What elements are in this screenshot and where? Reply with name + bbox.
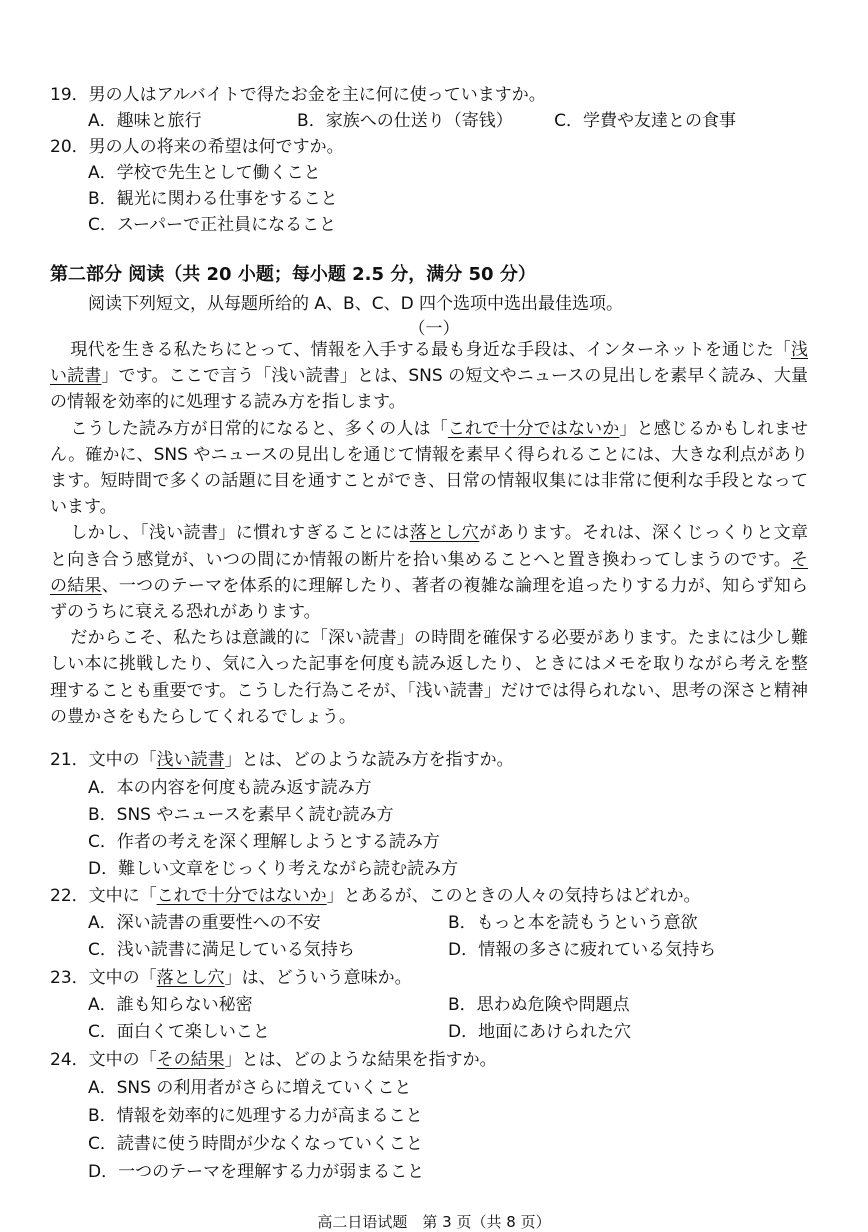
q21-option-a: A．本の内容を何度も読み返す読み方 [88,778,372,798]
q23-option-b: B．思わぬ危険や問題点 [448,995,630,1015]
p1-text-b: 」です。ここで言う「浅い読書」とは、SNS の短文やニュースの見出しを素早く読み、大量の情報を効率的に処理する読み方を指します。 [50,366,809,413]
passage-paragraph-3 [50,520,808,625]
q22-post: 」とあるが、このときの人々の気持ちはどれか。 [326,886,701,906]
p2-text-b: 」と感じるかもしれません。確かに、SNS やニュースの見出しを通じて情報を素早く得られることには、大きな利点があります。短時間で多くの話題に目を通すことができ、日常の情報収集には非常に便利な手段となっています。 [50,418,809,518]
p1-underline: 浅い読書 [50,340,808,387]
q21-option-b: B．SNS やニュースを素早く読む読み方 [88,805,394,825]
p3-underline-1: 落とし穴 [409,523,480,544]
q22-underline: これで十分ではないか [156,886,327,906]
passage-paragraph-4: だからこそ、私たちは意識的に「深い読書」の時間を確保する必要があります。たまには少し難しい本に挑戦したり、気に入った記事を何度も読み返したり、ときにはメモを取りながら考えを整理することも重要です。こうした行為こそが、「浅い読書」だけでは得られない、思考の深さと精神の豊かさをもたらしてくれるでしょう。 [50,628,808,727]
p3-text-a: しかし、「浅い読書」に慣れすぎることには [70,523,410,544]
passage-paragraph-2 [50,416,808,521]
q23-post: 」は、どういう意味か。 [224,968,412,988]
q20-option-b: B．観光に関わる仕事をすること [88,189,338,209]
q21-option-c: C．作者の考えを深く理解しようとする読み方 [88,832,440,852]
page-footer: 高二日语试题 第 3 页（共 8 页） [317,1213,551,1231]
q21-pre: 21．文中の「 [50,750,157,770]
p3-text-b: があります。それは、深くじっくりと文章と向き合う感覚が、いつの間にか情報の断片を拾い集めることへと置き換わってしまうのです。 [50,523,809,570]
passage-paragraph-1 [50,337,808,416]
q24-pre: 24．文中の「 [50,1050,157,1070]
q22-option-d: D．情報の多さに疲れている気持ち [448,940,717,960]
question-19: 19．男の人はアルバイトで得たお金を主に何に使っていますか。 [50,85,546,105]
question-23 [50,963,412,988]
q19-option-a: A．趣味と旅行 [88,111,202,131]
question-20: 20．男の人の将来の希望は何ですか。 [50,137,344,157]
p2-text-a: こうした読み方が日常的になると、多くの人は「 [70,418,448,439]
p2-underline: これで十分ではないか [447,418,620,439]
part-number: （一） [408,319,460,339]
q21-underline: 浅い読書 [156,750,225,770]
p3-underline-2: その結果 [50,549,808,596]
q23-underline: 落とし穴 [156,968,225,988]
question-21 [50,745,514,770]
q19-option-b: B．家族への仕送り（寄钱） [297,111,513,131]
q24-underline: その結果 [156,1050,225,1070]
reading-passage [50,337,808,730]
q20-option-c: C．スーパーで正社員になること [88,215,337,235]
q24-option-c: C．読書に使う時間が少なくなっていくこと [88,1134,423,1154]
q22-pre: 22．文中に「 [50,886,157,906]
q21-post: 」とは、どのような読み方を指すか。 [224,750,514,770]
q23-option-c: C．面白くて楽しいこと [88,1022,270,1042]
q22-option-c: C．浅い読書に満足している気持ち [88,940,355,960]
q22-option-a: A．深い読書の重要性への不安 [88,913,321,933]
q24-post: 」とは、どのような結果を指すか。 [224,1050,497,1070]
q20-option-a: A．学校で先生として働くこと [88,163,321,183]
q22-option-b: B．もっと本を読もうという意欲 [448,913,698,933]
section-instruction: 阅读下列短文，从每题所给的 A、B、C、D 四个选项中选出最佳选项。 [88,294,624,314]
question-19-options [88,106,736,131]
q19-option-c: C．学費や友達との食事 [554,111,736,131]
q24-option-a: A．SNS の利用者がさらに増えていくこと [88,1078,412,1098]
q24-option-b: B．情報を効率的に処理する力が高まること [88,1106,423,1126]
p3-text-c: 、一つのテーマを体系的に理解したり、著者の複雑な論理を追ったりする力が、知らず知らずのうちに衰える恐れがあります。 [50,575,809,623]
question-22 [50,881,701,906]
q21-option-d: D．難しい文章をじっくり考えながら読む読み方 [88,859,459,879]
question-24 [50,1045,497,1070]
q24-option-d: D．一つのテーマを理解する力が弱まること [88,1162,425,1182]
p1-text-a: 現代を生きる私たちにとって、情報を入手する最も身近な手段は、インターネットを通じた「 [70,340,791,360]
q23-option-d: D．地面にあけられた穴 [448,1022,632,1042]
q23-pre: 23．文中の「 [50,968,157,988]
section-title: 第二部分 阅读（共 20 小题；每小题 2.5 分，满分 50 分） [50,264,536,285]
q23-option-a: A．誰も知らない秘密 [88,995,253,1015]
